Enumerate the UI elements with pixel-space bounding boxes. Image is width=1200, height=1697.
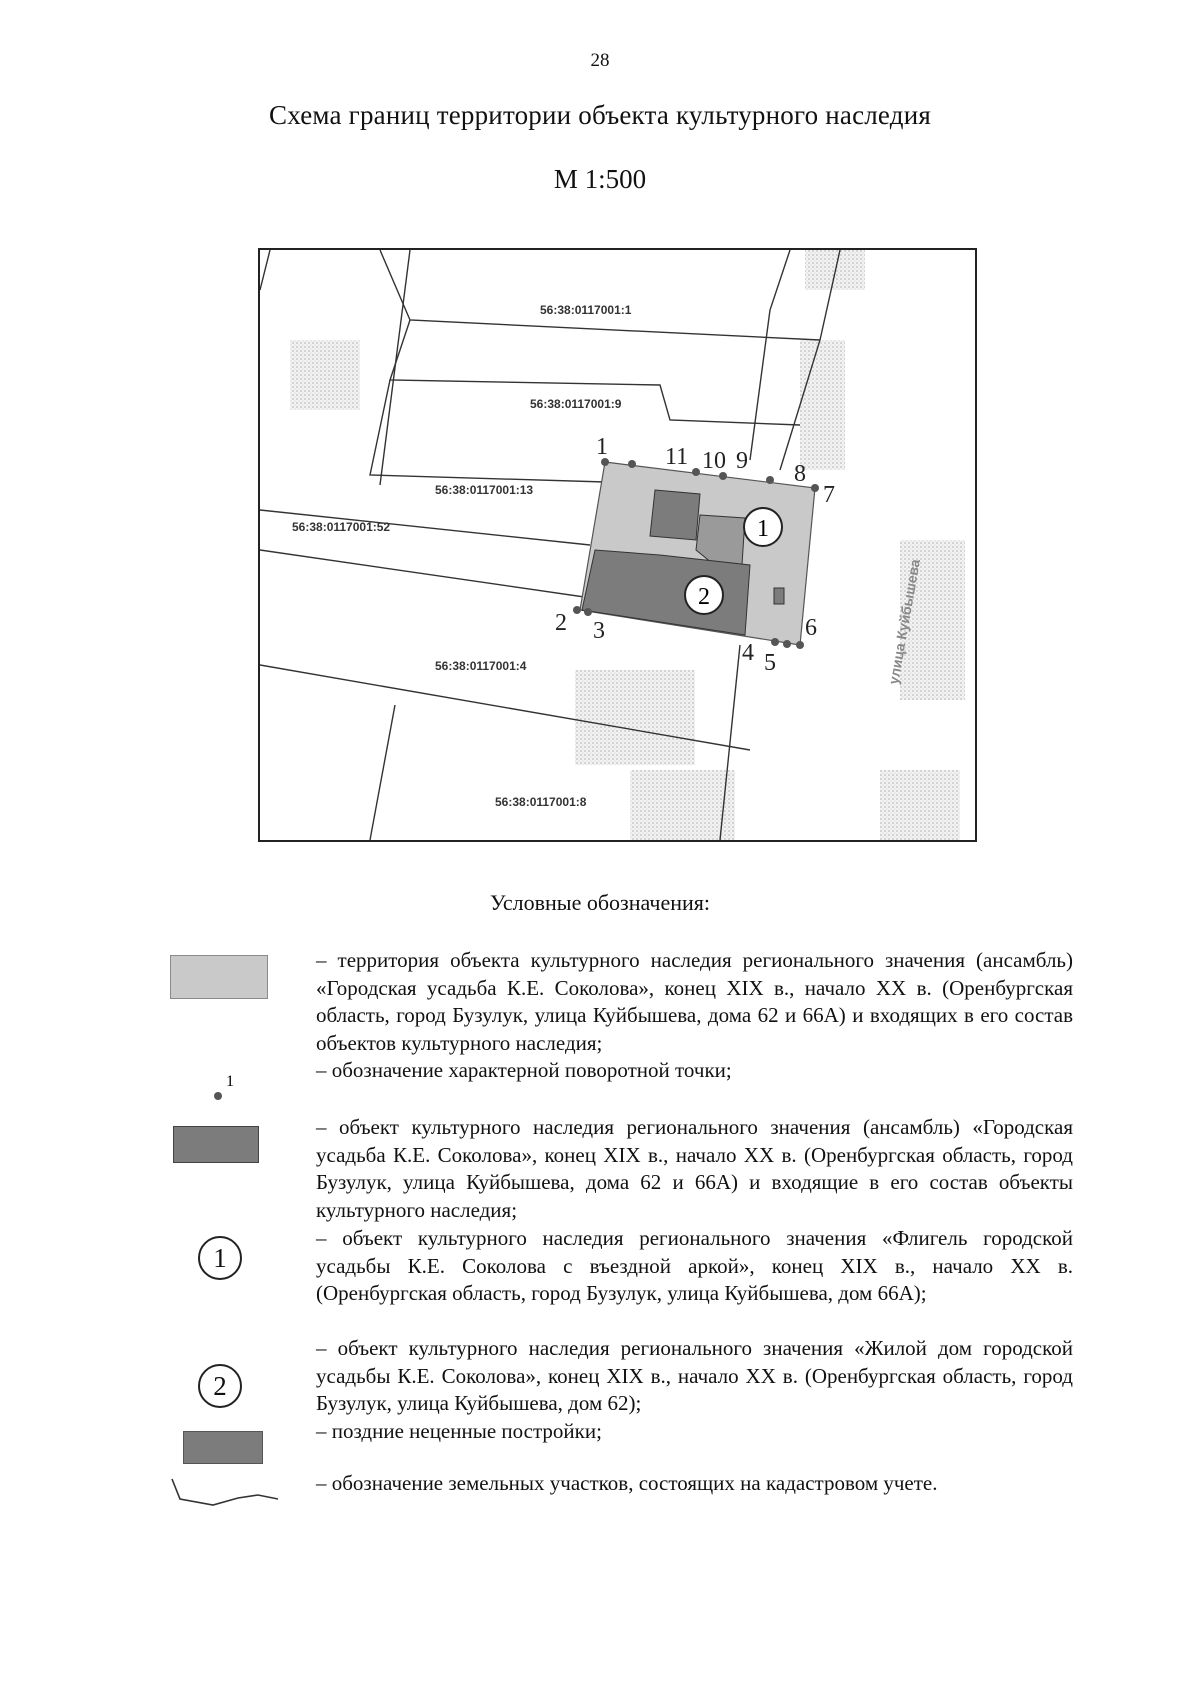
parcel-label: 56:38:0117001:8: [495, 795, 587, 809]
parcel-label: 56:38:0117001:13: [435, 483, 534, 497]
legend-object-1-marker: 1: [198, 1236, 242, 1280]
turning-point-icon: [212, 1068, 242, 1102]
page-number: 28: [590, 50, 610, 71]
street-label: улица Куйбышева: [885, 557, 923, 686]
point-label: 2: [555, 610, 567, 636]
legend-item-turning-point: – обозначение характерной поворотной точки;: [316, 1058, 732, 1082]
parcel-label: 56:38:0117001:1: [540, 303, 632, 317]
heritage-building-1: [650, 490, 700, 540]
point-label: 6: [805, 615, 817, 641]
background-building: [290, 340, 360, 410]
cadastral-map: [258, 248, 977, 842]
legend-item-territory: – территория объекта культурного наследия регионального значения (ансамбль) «Городская усадьба К.Е. Соколова», конец XIX в., начало XX в. (Оренбургская область, город Бузулук, улица Куйбышева, дома 62 и 66А) и входящих в его состав объектов культурного наследия;: [316, 948, 1073, 1055]
point-label: 10: [702, 448, 726, 474]
svg-text:1: 1: [757, 516, 769, 542]
parcel-label: 56:38:0117001:4: [435, 659, 527, 673]
point-label: 4: [742, 640, 754, 666]
legend-item-cadastral: – обозначение земельных участков, состоящих на кадастровом учете.: [316, 1471, 938, 1495]
point-label: 1: [596, 434, 608, 460]
legend-heading: Условные обозначения:: [489, 890, 711, 915]
background-building: [630, 770, 735, 840]
legend-item-object-1: – объект культурного наследия регионального значения «Флигель городской усадьбы К.Е. Соколова с въездной аркой», конец XIX в., начало XX в. (Оренбургская область, город Бузулук, улица Куйбышева, дом 66А);: [316, 1226, 1073, 1305]
object-marker-2: [685, 576, 723, 614]
point-label: 5: [764, 650, 776, 676]
legend-object-2-marker: 2: [198, 1364, 242, 1408]
point-label: 7: [823, 482, 835, 508]
background-building: [800, 340, 845, 470]
map-drawing: [260, 250, 975, 840]
background-building: [880, 770, 960, 840]
object-marker-1: [744, 508, 782, 546]
legend-object-swatch: [173, 1126, 259, 1163]
point-label: 11: [665, 444, 689, 470]
point-label: 8: [794, 461, 806, 487]
cadastral-line-icon: [168, 1473, 283, 1509]
legend-item-late-buildings: – поздние неценные постройки;: [316, 1419, 602, 1443]
point-label: 9: [736, 448, 748, 474]
parcel-label: 56:38:0117001:52: [292, 520, 391, 534]
legend-territory-swatch: [170, 955, 268, 999]
parcel-label: 56:38:0117001:9: [530, 397, 622, 411]
legend-late-building-swatch: [183, 1431, 263, 1464]
svg-text:2: 2: [698, 584, 710, 610]
late-outbuilding: [774, 588, 784, 604]
point-label: 3: [593, 618, 605, 644]
background-building: [575, 670, 695, 765]
map-scale: М 1:500: [553, 164, 647, 194]
page-title: Схема границ территории объекта культурного наследия: [269, 100, 931, 130]
legend-item-object-2: – объект культурного наследия регионального значения «Жилой дом городской усадьбы К.Е. Соколова», конец XIX в., начало XX в. (Оренбургская область, город Бузулук, улица Куйбышева, дом 62);: [316, 1336, 1073, 1415]
heritage-building-2: [582, 550, 750, 635]
legend-item-ensemble: – объект культурного наследия регионального значения (ансамбль) «Городская усадьба К.Е. Соколова», конец XIX в., начало XX в. (Оренбургская область, город Бузулук, улица Куйбышева, дома 62 и 66А) и входящие в его состав объекты культурного наследия;: [316, 1115, 1073, 1222]
svg-text:1: 1: [226, 1073, 234, 1090]
